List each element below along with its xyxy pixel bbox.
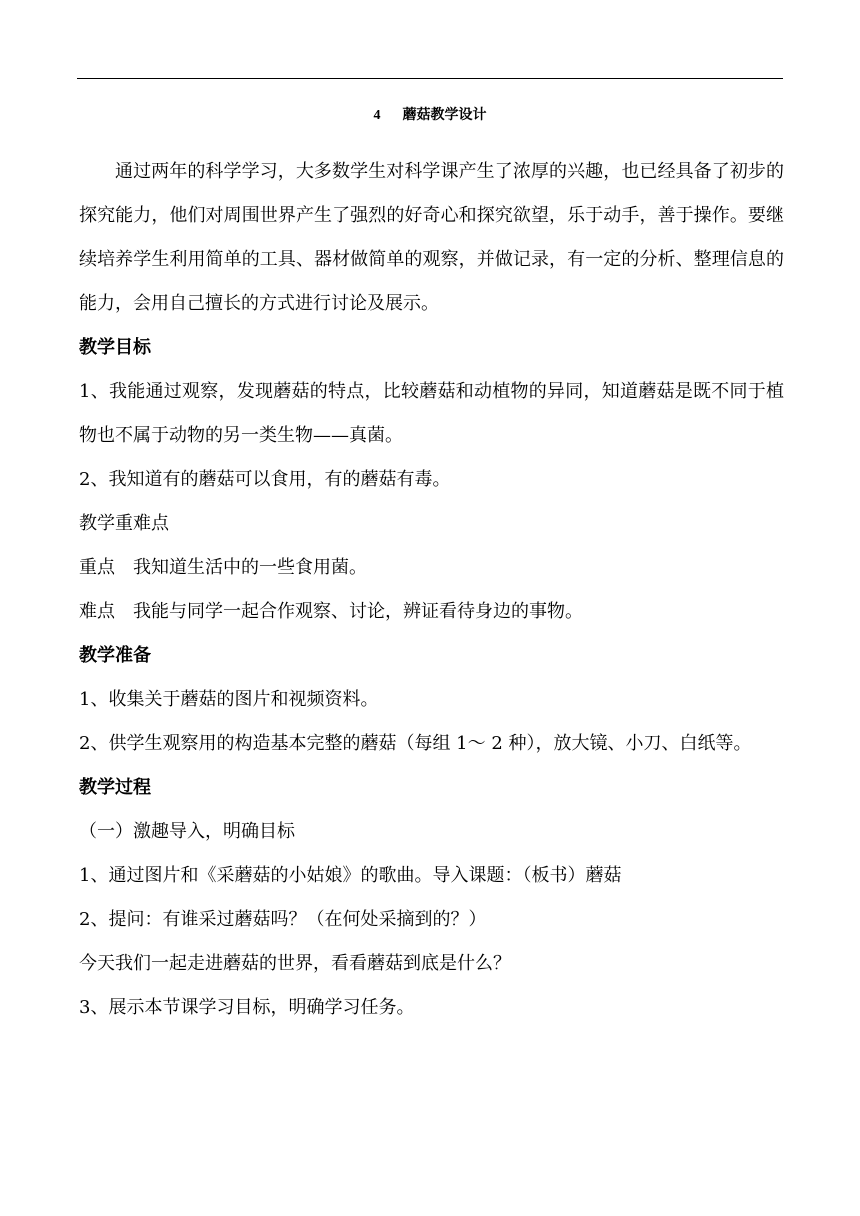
prep-1: 1、收集关于蘑菇的图片和视频资料。 xyxy=(79,689,379,710)
prep-2: 2、供学生观察用的构造基本完整的蘑菇（每组 1～ 2 种），放大镜、小刀、白纸等。 xyxy=(79,733,752,754)
key-text: 我知道生活中的一些食用菌。 xyxy=(133,557,367,578)
key-point xyxy=(79,546,784,590)
goal-2: 2、我知道有的蘑菇可以食用，有的蘑菇有毒。 xyxy=(79,469,451,490)
section-1-heading: （一）激趣导入，明确目标 xyxy=(79,821,295,842)
title-number: 4 xyxy=(373,108,381,123)
intro-paragraph: 通过两年的科学学习，大多数学生对科学课产生了浓厚的兴趣，也已经具备了初步的探究能力，他们对周围世界产生了强烈的好奇心和探究欲望，乐于动手，善于操作。要继续培养学生利用简单的工具、器材做简单的观察，并做记录，有一定的分析、整理信息的能力，会用自己擅长的方式进行讨论及展示。 xyxy=(79,161,784,314)
key-label: 重点 xyxy=(79,557,115,578)
header-rule xyxy=(77,78,783,79)
difficult-point xyxy=(79,590,784,634)
title-text: 蘑菇教学设计 xyxy=(402,107,487,123)
step-2: 2、提问：有谁采过蘑菇吗？（在何处采摘到的？） xyxy=(79,909,487,930)
step-2-note: 今天我们一起走进蘑菇的世界，看看蘑菇到底是什么？ xyxy=(79,953,511,974)
goals-heading: 教学目标 xyxy=(79,337,151,358)
document-title xyxy=(0,104,860,127)
step-3: 3、展示本节课学习目标，明确学习任务。 xyxy=(79,997,415,1018)
prep-heading: 教学准备 xyxy=(79,645,151,666)
difficult-label: 难点 xyxy=(79,601,115,622)
process-heading: 教学过程 xyxy=(79,777,151,798)
document-body xyxy=(79,150,784,1030)
step-1: 1、通过图片和《采蘑菇的小姑娘》的歌曲。导入课题：（板书）蘑菇 xyxy=(79,865,622,886)
goal-1: 1、我能通过观察，发现蘑菇的特点，比较蘑菇和动植物的异同，知道蘑菇是既不同于植物也不属于动物的另一类生物——真菌。 xyxy=(79,381,784,446)
key-points-heading: 教学重难点 xyxy=(79,513,169,534)
difficult-text: 我能与同学一起合作观察、讨论，辨证看待身边的事物。 xyxy=(133,601,583,622)
